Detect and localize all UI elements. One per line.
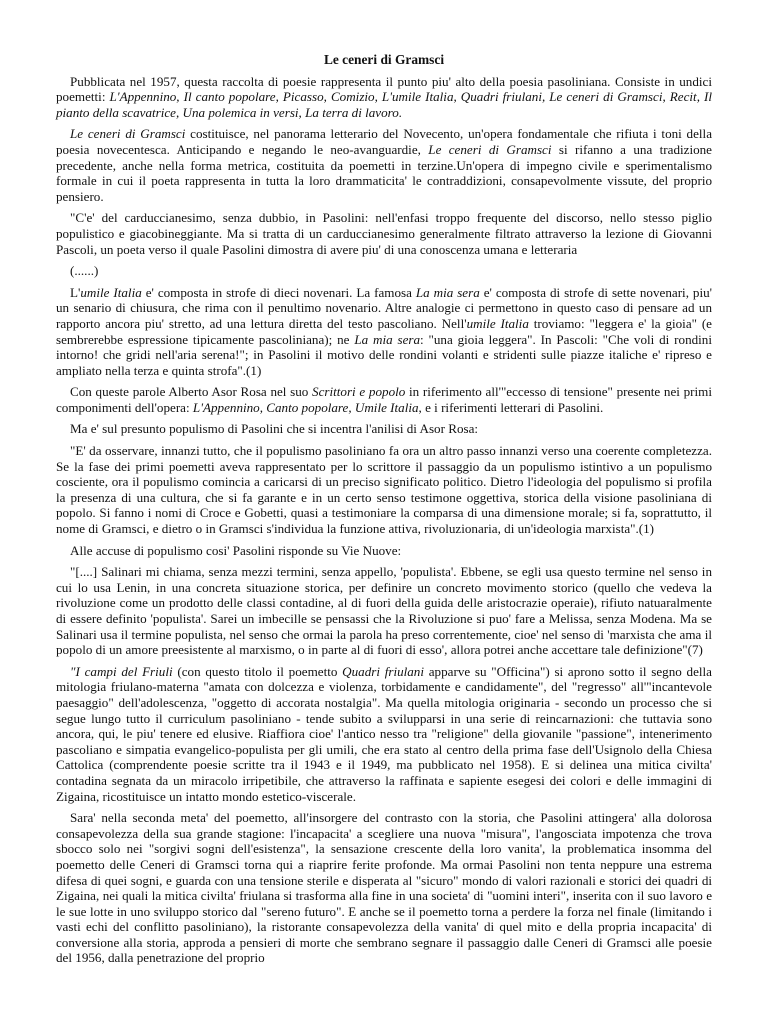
- paragraph-ellipsis: (......): [70, 263, 99, 279]
- paragraph-campi-friuli: "I campi del Friuli (con questo titolo il poemetto Quadri friulani apparve su "Officina") si aprono sotto il segno della mitologia friulano-materna "amata con dolcezza e violenza, torbidamente e candidamente", del "regresso" all'"incantevole paesaggio" dell'adolescenza, "oggetto di accorata nostalgia". Ma quella mitologia originaria - secondo un processo che si segue lungo tutto il curriculum pasoliniano - tende subito a svilupparsi in una serie di reincarnazioni: che tuttavia sono ancora, qui, le piu' tenere ed elusive. Riaffiora cioe' l'antico nesso tra "religione" della giovanile "passione", intenerimento pascoliano e simpatia evangelico-populista per gli umili, che era stato al centro della prima fase dell'Usignolo della Chiesa Cattolica (comprendente poesie scritte tra il 1943 e il 1949, ma pubblicato nel 1958). E si delinea una mitica civilta' contadina segnata da un miracolo irripetibile, che attraverso la raffinata e sapiente esegesi dei colori e delle immagini di Zigaina, ricostituisce un intatto mondo estetico-viscerale.: [56, 663, 712, 804]
- paragraph-populismo-intro: Ma e' sul presunto populismo di Pasolini che si incentra l'anilisi di Asor Rosa:: [70, 421, 479, 437]
- paragraph-quote-populismo: "E' da osservare, innanzi tutto, che il populismo pasoliniano fa ora un altro passo innanzi verso una coerente completezza. Se la fase dei primi poemetti aveva rappresentato per lo scrittore il passaggio da un populismo istintivo a un populismo cosciente, ora il populismo comincia a caricarsi di un preciso significato politico. Dietro l'ideologia del populismo si profila la presenza di una cultura, che si fa garante e in un certo senso testimone oggettiva, storica della visione pasoliniana di popolo. Si fanno i nomi di Croce e Gobetti, quasi a testimoniare la comparsa di una dimensione morale; si fa, soprattutto, il nome di Gramsci, e dietro o in Gramsci s'individua la funzione attiva, rivoluzionaria, di un'ideologia marxista".(1): [56, 443, 712, 537]
- paragraph-asor-rosa: Con queste parole Alberto Asor Rosa nel suo Scrittori e popolo in riferimento all'"eccesso di tensione" presente nei primi componimenti dell'opera: L'Appennino, Canto popolare, Umile Italia, e i riferimenti letterari di Pasolini.: [56, 384, 712, 415]
- paragraph-quote-carducci: "C'e' del carduccianesimo, senza dubbio, in Pasolini: nell'enfasi troppo frequente del discorso, nello stesso piglio populistico e giacobineggiante. Ma si tratta di un carduccianesimo generalmente filtrato attraverso la lezione di Giovanni Pascoli, un poeta verso il quale Pasolini dimostra di avere piu' di una conoscenza umana e letteraria: [56, 210, 712, 257]
- paragraph-vie-nuove: Alle accuse di populismo cosi' Pasolini risponde su Vie Nuove:: [70, 542, 402, 558]
- document-page: [56, 52, 712, 972]
- paragraph-quote-salinari: "[....] Salinari mi chiama, senza mezzi termini, senza appello, 'populista'. Ebbene, se egli usa questo termine nel senso in cui lo usa Lenin, in una concreta situazione storica, per definire un concreto movimento storico (quello che vedeva la rivoluzione come un prodotto delle classi contadine, al di fuori della guida delle aristocrazie operaie), rifiuto natuaralmente di essere definito 'populista'. Sarei un imbecille se pensassi che la Rivoluzione si puo' fare a Melissa, senza Modena. Ma se Salinari usa il termine populista, nel senso che ormai la parola ha preso correntemente, cioe' nel senso di 'marxista che ama il popolo di un amore preesistente al marxismo, o in parte al di fuori di esso', allora potrei anche accettare tale definizione"(7): [56, 564, 712, 658]
- paragraph-intro: Pubblicata nel 1957, questa raccolta di poesie rappresenta il punto piu' alto della poesia pasoliniana. Consiste in undici poemetti: L'Appennino, Il canto popolare, Picasso, Comizio, L'umile Italia, Quadri friulani, Le ceneri di Gramsci, Recit, Il pianto della scavatrice, Una polemica in versi, La terra di lavoro.: [56, 73, 712, 120]
- paragraph-umile-italia: L'umile Italia e' composta in strofe di dieci novenari. La famosa La mia sera e' composta di strofe di sette novenari, piu' un senario di chiusura, che rima con il penultimo novenario. Altre analogie ci permettono in questo caso di pensare ad un rapporto ancora piu' stretto, ad una lettura diretta del testo pascoliano. Nell'umile Italia troviamo: "leggera e' la gioia" (e sembrerebbe espressione tipicamente pascoliniana); ne La mia sera: "una gioia leggera". In Pascoli: "Che voli di rondini intorno! che gridi nell'aria serena!"; in Pasolini il motivo delle rondini volanti e stridenti sulle piazze italiche e' ripreso e ampliato nella terza e quinta strofa".(1): [56, 284, 712, 378]
- paragraph-seconda-meta: Sara' nella seconda meta' del poemetto, all'insorgere del contrasto con la storia, che Pasolini attingera' alla dolorosa consapevolezza della sua grande stagione: l'incapacita' a scegliere una nuova "misura", l'angosciata impotenza che trova sbocco solo nei "sorgivi sogni dell'esistenza", la sensazione crescente della loro vanita', la problematica insomma del poemetto delle Ceneri di Gramsci torna qui a riaprire ferite profonde. Ma ormai Pasolini non tenta neppure una estrema difesa di quei sogni, e guarda con una tensione sterile e disperata al "sicuro" mondo di valori razionali e storici dei quadri di Zigaina, nei quali la mitica civilta' friulana si trasforma alla fine in una societa' di "uomini interi", inserita con il suo lavoro e le sue lotte in uno sviluppo storico dal "sereno futuro". E anche se il poemetto torna a perdere la forza nel finale (limitando i vasti echi del conflitto pasoliniano), la ristorante consapevolezza della vanita' di quel mito e della propria incapacita' di conversione alla storia, approda a pensieri di morte che sembrano segnare il passaggio dalle Ceneri di Gramsci alle poesie del 1956, dalla penetrazione del proprio: [56, 810, 712, 966]
- paragraph-ceneri: Le ceneri di Gramsci costituisce, nel panorama letterario del Novecento, un'opera fondamentale che rifiuta i toni della poesia novecentesca. Anticipando e negando le neo-avanguardie, Le ceneri di Gramsci si rifanno a una tradizione precedente, anche nella forma metrica, costituita da poemetti in terzine.Un'opera di impegno civile e sperimentalismo formale in cui il poeta rappresenta in tutta la loro drammaticita' le contraddizioni, consapevolmente vissute, del proprio pensiero.: [56, 126, 713, 204]
- document-title: Le ceneri di Gramsci: [323, 52, 445, 67]
